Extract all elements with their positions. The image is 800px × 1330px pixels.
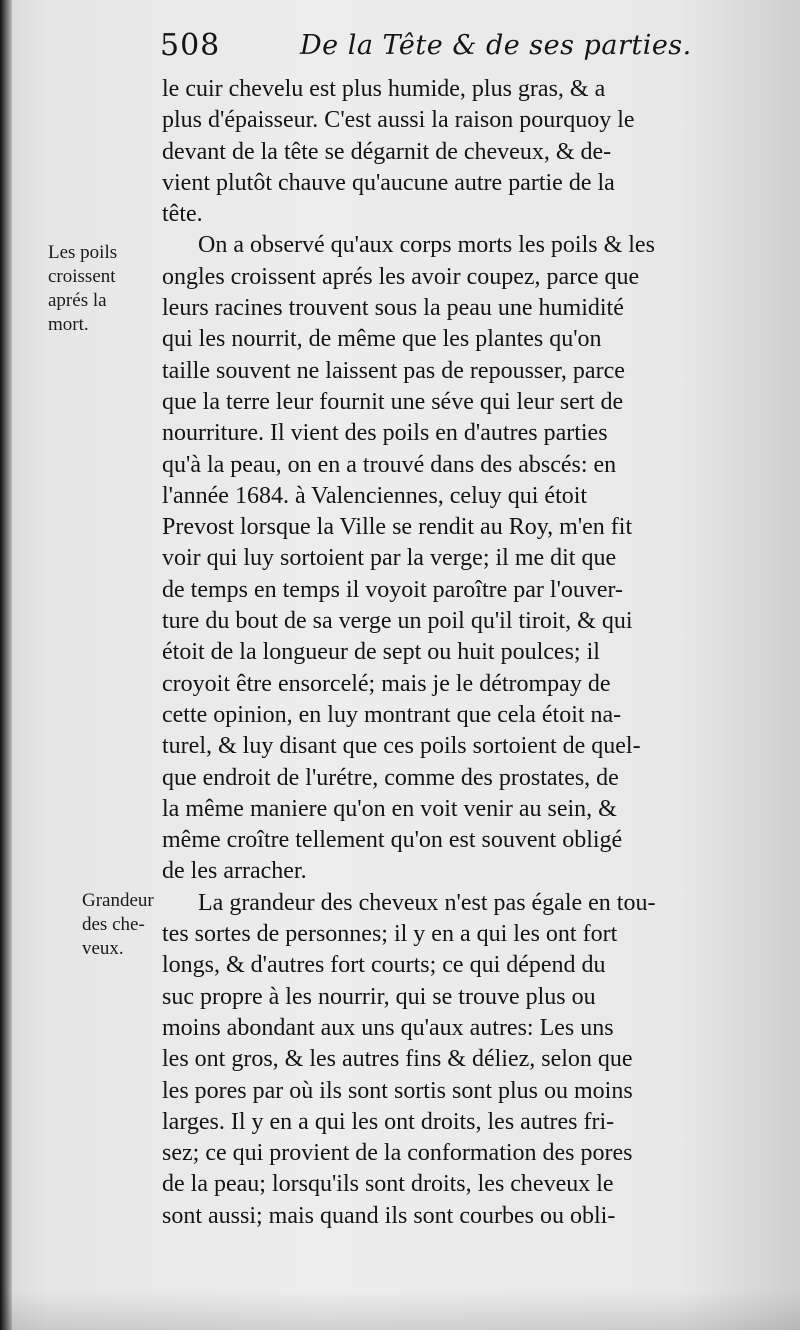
margin-note-poils-mort — [48, 242, 158, 338]
text-line: qui les nourrit, de même que les plantes qu'on — [162, 326, 602, 353]
text-line: longs, & d'autres fort courts; ce qui dépend du — [162, 952, 606, 979]
text-line: devant de la tête se dégarnit de cheveux, & de- — [162, 138, 612, 165]
text-line: la même maniere qu'on en voit venir au sein, & — [162, 795, 617, 822]
text-line: moins abondant aux uns qu'aux autres: Les uns — [162, 1014, 614, 1041]
margin-note-line: des che- — [82, 914, 145, 935]
page-header — [160, 28, 760, 68]
margin-note-line: mort. — [48, 314, 89, 335]
text-line: l'année 1684. à Valenciennes, celuy qui étoit — [162, 482, 588, 509]
text-line: sont aussi; mais quand ils sont courbes ou obli- — [162, 1202, 616, 1229]
text-line: sez; ce qui provient de la conformation des pores — [162, 1140, 633, 1167]
margin-note-line: veux. — [82, 938, 124, 959]
text-line: larges. Il y en a qui les ont droits, les autres fri- — [162, 1108, 615, 1135]
text-line: les pores par où ils sont sortis sont plus ou moins — [162, 1077, 633, 1104]
text-line: ture du bout de sa verge un poil qu'il tiroit, & qui — [162, 608, 633, 635]
text-line: étoit de la longueur de sept ou huit poulces; il — [162, 639, 600, 666]
text-line: de temps en temps il voyoit paroître par l'ouver- — [162, 576, 624, 603]
text-line: qu'à la peau, on en a trouvé dans des abscés: en — [162, 451, 617, 478]
page-gutter-shadow — [0, 0, 12, 1330]
margin-note-line: Grandeur — [82, 890, 154, 911]
text-line: les ont gros, & les autres fins & déliez, selon que — [162, 1046, 633, 1073]
text-line: le cuir chevelu est plus humide, plus gras, & a — [162, 76, 606, 102]
text-line: tes sortes de personnes; il y en a qui les ont fort — [162, 921, 618, 948]
text-line: suc propre à les nourrir, qui se trouve plus ou — [162, 983, 596, 1010]
margin-note-line: Les poils — [48, 242, 118, 263]
margin-note-grandeur-cheveux — [82, 890, 192, 962]
text-line: que endroit de l'urétre, comme des prostates, de — [162, 764, 619, 791]
text-line: plus d'épaisseur. C'est aussi la raison pourquoy le — [162, 107, 635, 134]
text-line: tête. — [162, 201, 203, 228]
text-line: cette opinion, en luy montrant que cela étoit na- — [162, 701, 622, 728]
text-line: ongles croissent aprés les avoir coupez, parce que — [162, 263, 640, 290]
text-line: de les arracher. — [162, 858, 307, 885]
text-line: même croître tellement qu'on est souvent obligé — [162, 827, 623, 854]
text-line: turel, & luy disant que ces poils sortoient de quel- — [162, 733, 641, 760]
margin-note-line: croissent — [48, 266, 116, 287]
text-line: nourriture. Il vient des poils en d'autres parties — [162, 420, 608, 447]
text-line: taille souvent ne laissent pas de repousser, parce — [162, 357, 625, 384]
margin-note-line: aprés la — [48, 290, 107, 311]
page-number: 508 — [160, 28, 221, 63]
text-line: de la peau; lorsqu'ils sont droits, les cheveux le — [162, 1171, 614, 1198]
body-text — [162, 74, 737, 1232]
page-bottom-shadow — [0, 1290, 800, 1330]
text-line: voir qui luy sortoient par la verge; il me dit que — [162, 545, 617, 572]
text-line: croyoit être ensorcelé; mais je le détrompay de — [162, 670, 611, 697]
text-line: leurs racines trouvent sous la peau une humidité — [162, 295, 624, 322]
paragraph-start-line: La grandeur des cheveux n'est pas égale en tou- — [198, 889, 656, 916]
paragraph-start-line: On a observé qu'aux corps morts les poils & les — [198, 232, 655, 259]
text-line: vient plutôt chauve qu'aucune autre partie de la — [162, 169, 615, 196]
text-line: que la terre leur fournit une séve qui leur sert de — [162, 388, 624, 415]
text-line: Prevost lorsque la Ville se rendit au Roy, m'en fit — [162, 514, 633, 541]
running-title: De la Tête & de ses parties. — [300, 30, 692, 61]
